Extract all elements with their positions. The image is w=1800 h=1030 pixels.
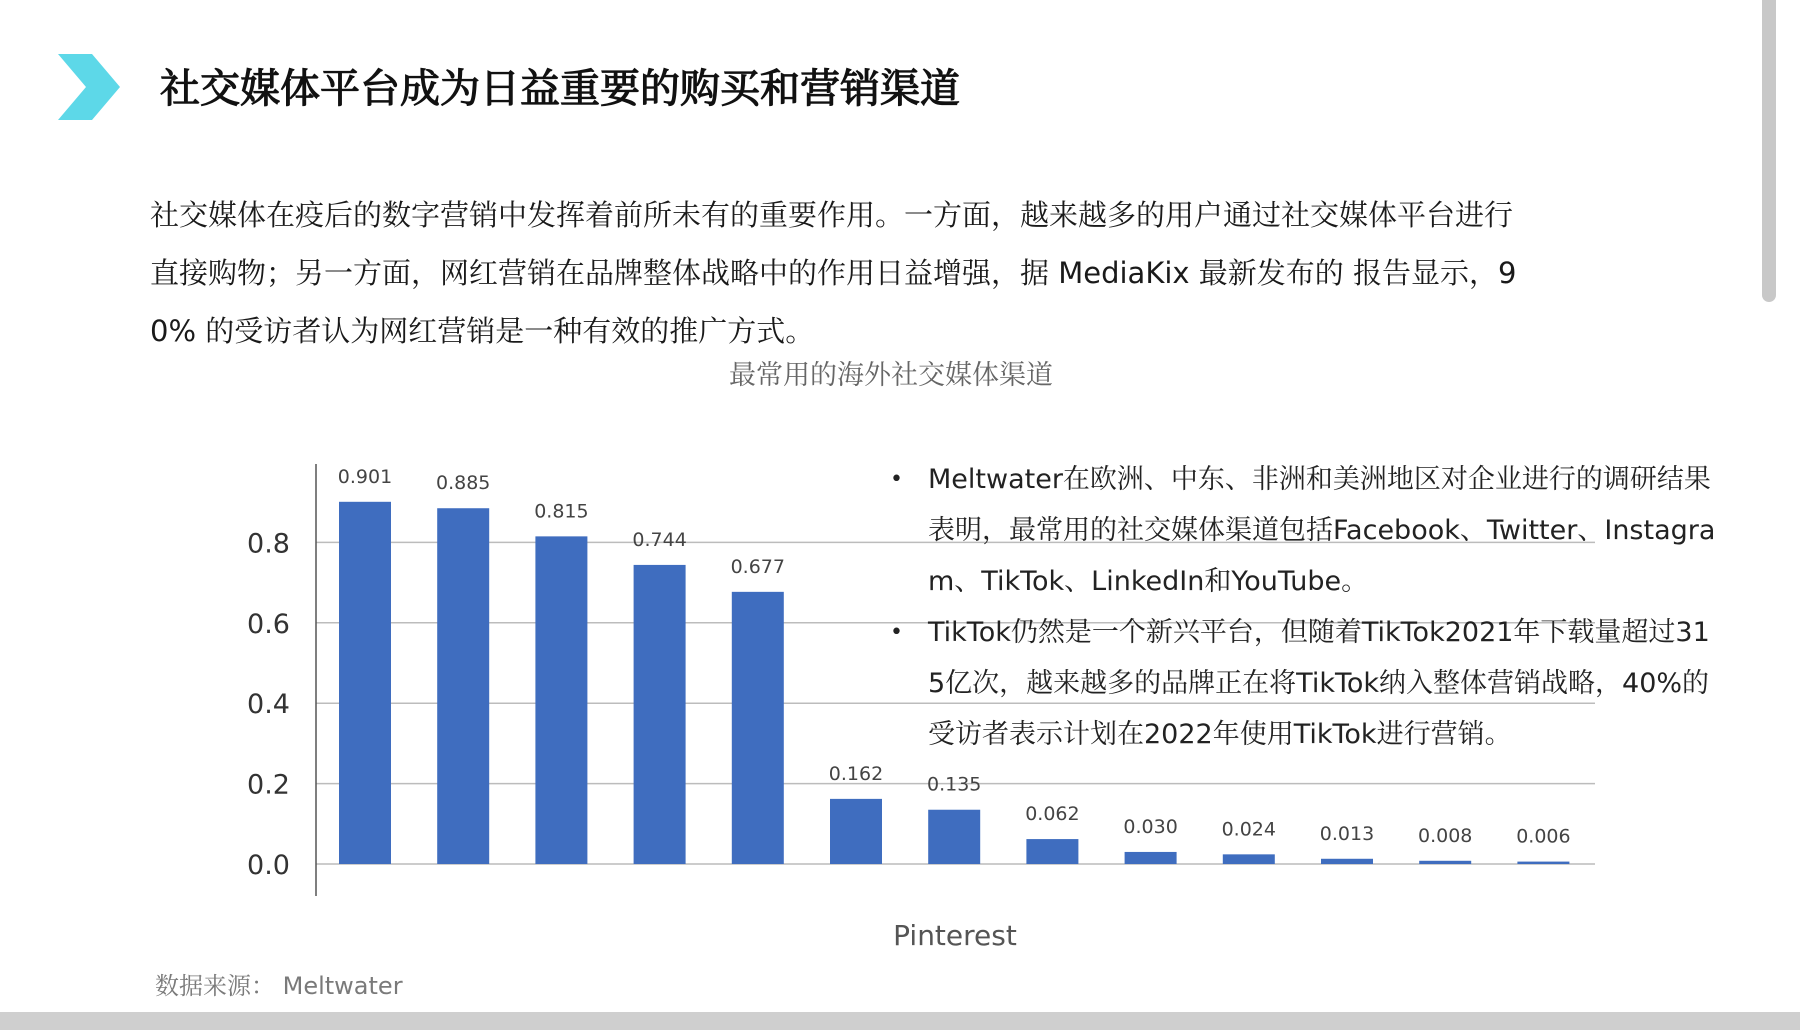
- bar-value-label: 0.024: [1221, 818, 1277, 841]
- bar: [437, 508, 489, 864]
- note-line: m、TikTok、LinkedIn和YouTube。: [928, 566, 1369, 597]
- note-line: 5亿次，越来越多的品牌正在将TikTok纳入整体营销战略，40%的: [928, 668, 1710, 699]
- y-tick-label: 0.0: [247, 850, 290, 881]
- bar-value-label: 0.677: [730, 555, 786, 578]
- y-tick-label: 0.4: [247, 689, 290, 721]
- bar-value-label: 0.006: [1516, 825, 1571, 848]
- chart-title: 最常用的海外社交媒体渠道: [729, 360, 1053, 391]
- bar: [634, 565, 686, 864]
- bar-value-label: 0.013: [1319, 822, 1375, 845]
- bar-value-label: 0.008: [1417, 824, 1473, 847]
- bar-value-label: 0.030: [1123, 815, 1178, 838]
- bar: [1125, 852, 1177, 864]
- note-line: 表明，最常用的社交媒体渠道包括Facebook、Twitter、Instagra: [928, 515, 1716, 546]
- note-item: [890, 454, 1750, 607]
- intro-line: 直接购物；另一方面，网红营销在品牌整体战略中的作用日益增强，据 MediaKix 最新发布的 报告显示，9: [150, 256, 1517, 290]
- bar: [732, 592, 784, 864]
- y-tick-label: 0.8: [247, 528, 290, 560]
- note-line: Meltwater在欧洲、中东、非洲和美洲地区对企业进行的调研结果: [928, 464, 1711, 495]
- horizontal-scrollbar[interactable]: [0, 1012, 1800, 1030]
- bar-value-label: 0.135: [926, 773, 982, 796]
- bar: [928, 810, 980, 864]
- bar-value-label: 0.815: [534, 500, 589, 523]
- y-tick-label: 0.6: [247, 608, 290, 640]
- y-tick-label: 0.2: [247, 769, 290, 801]
- bullet-icon: •: [890, 620, 903, 645]
- note-line: TikTok仍然是一个新兴平台，但随着TikTok2021年下载量超过31: [928, 617, 1710, 648]
- bar: [535, 536, 587, 864]
- x-axis-label: Pinterest: [893, 919, 1017, 952]
- note-line: 受访者表示计划在2022年使用TikTok进行营销。: [928, 719, 1512, 750]
- vertical-scrollbar[interactable]: [1762, 0, 1776, 302]
- bar: [339, 502, 391, 864]
- bar: [1026, 839, 1078, 864]
- intro-line: 0% 的受访者认为网红营销是一种有效的推广方式。: [150, 314, 815, 348]
- bar: [1517, 862, 1569, 864]
- intro-line: 社交媒体在疫后的数字营销中发挥着前所未有的重要作用。一方面，越来越多的用户通过社交媒体平台进行: [150, 198, 1514, 232]
- bar-value-label: 0.901: [337, 465, 393, 488]
- data-source: 数据来源： Meltwater: [155, 972, 403, 1000]
- note-item: [890, 607, 1750, 760]
- page-title: 社交媒体平台成为日益重要的购买和营销渠道: [160, 66, 960, 112]
- bar-value-label: 0.744: [632, 528, 687, 551]
- bar-value-label: 0.885: [435, 472, 491, 495]
- notes-panel: [890, 454, 1750, 760]
- bar: [830, 799, 882, 864]
- bar: [1321, 859, 1373, 864]
- bar-value-label: 0.062: [1025, 803, 1080, 826]
- bar: [1223, 854, 1275, 864]
- bullet-icon: •: [890, 467, 903, 492]
- bar-value-label: 0.162: [828, 762, 884, 785]
- bar: [1419, 861, 1471, 864]
